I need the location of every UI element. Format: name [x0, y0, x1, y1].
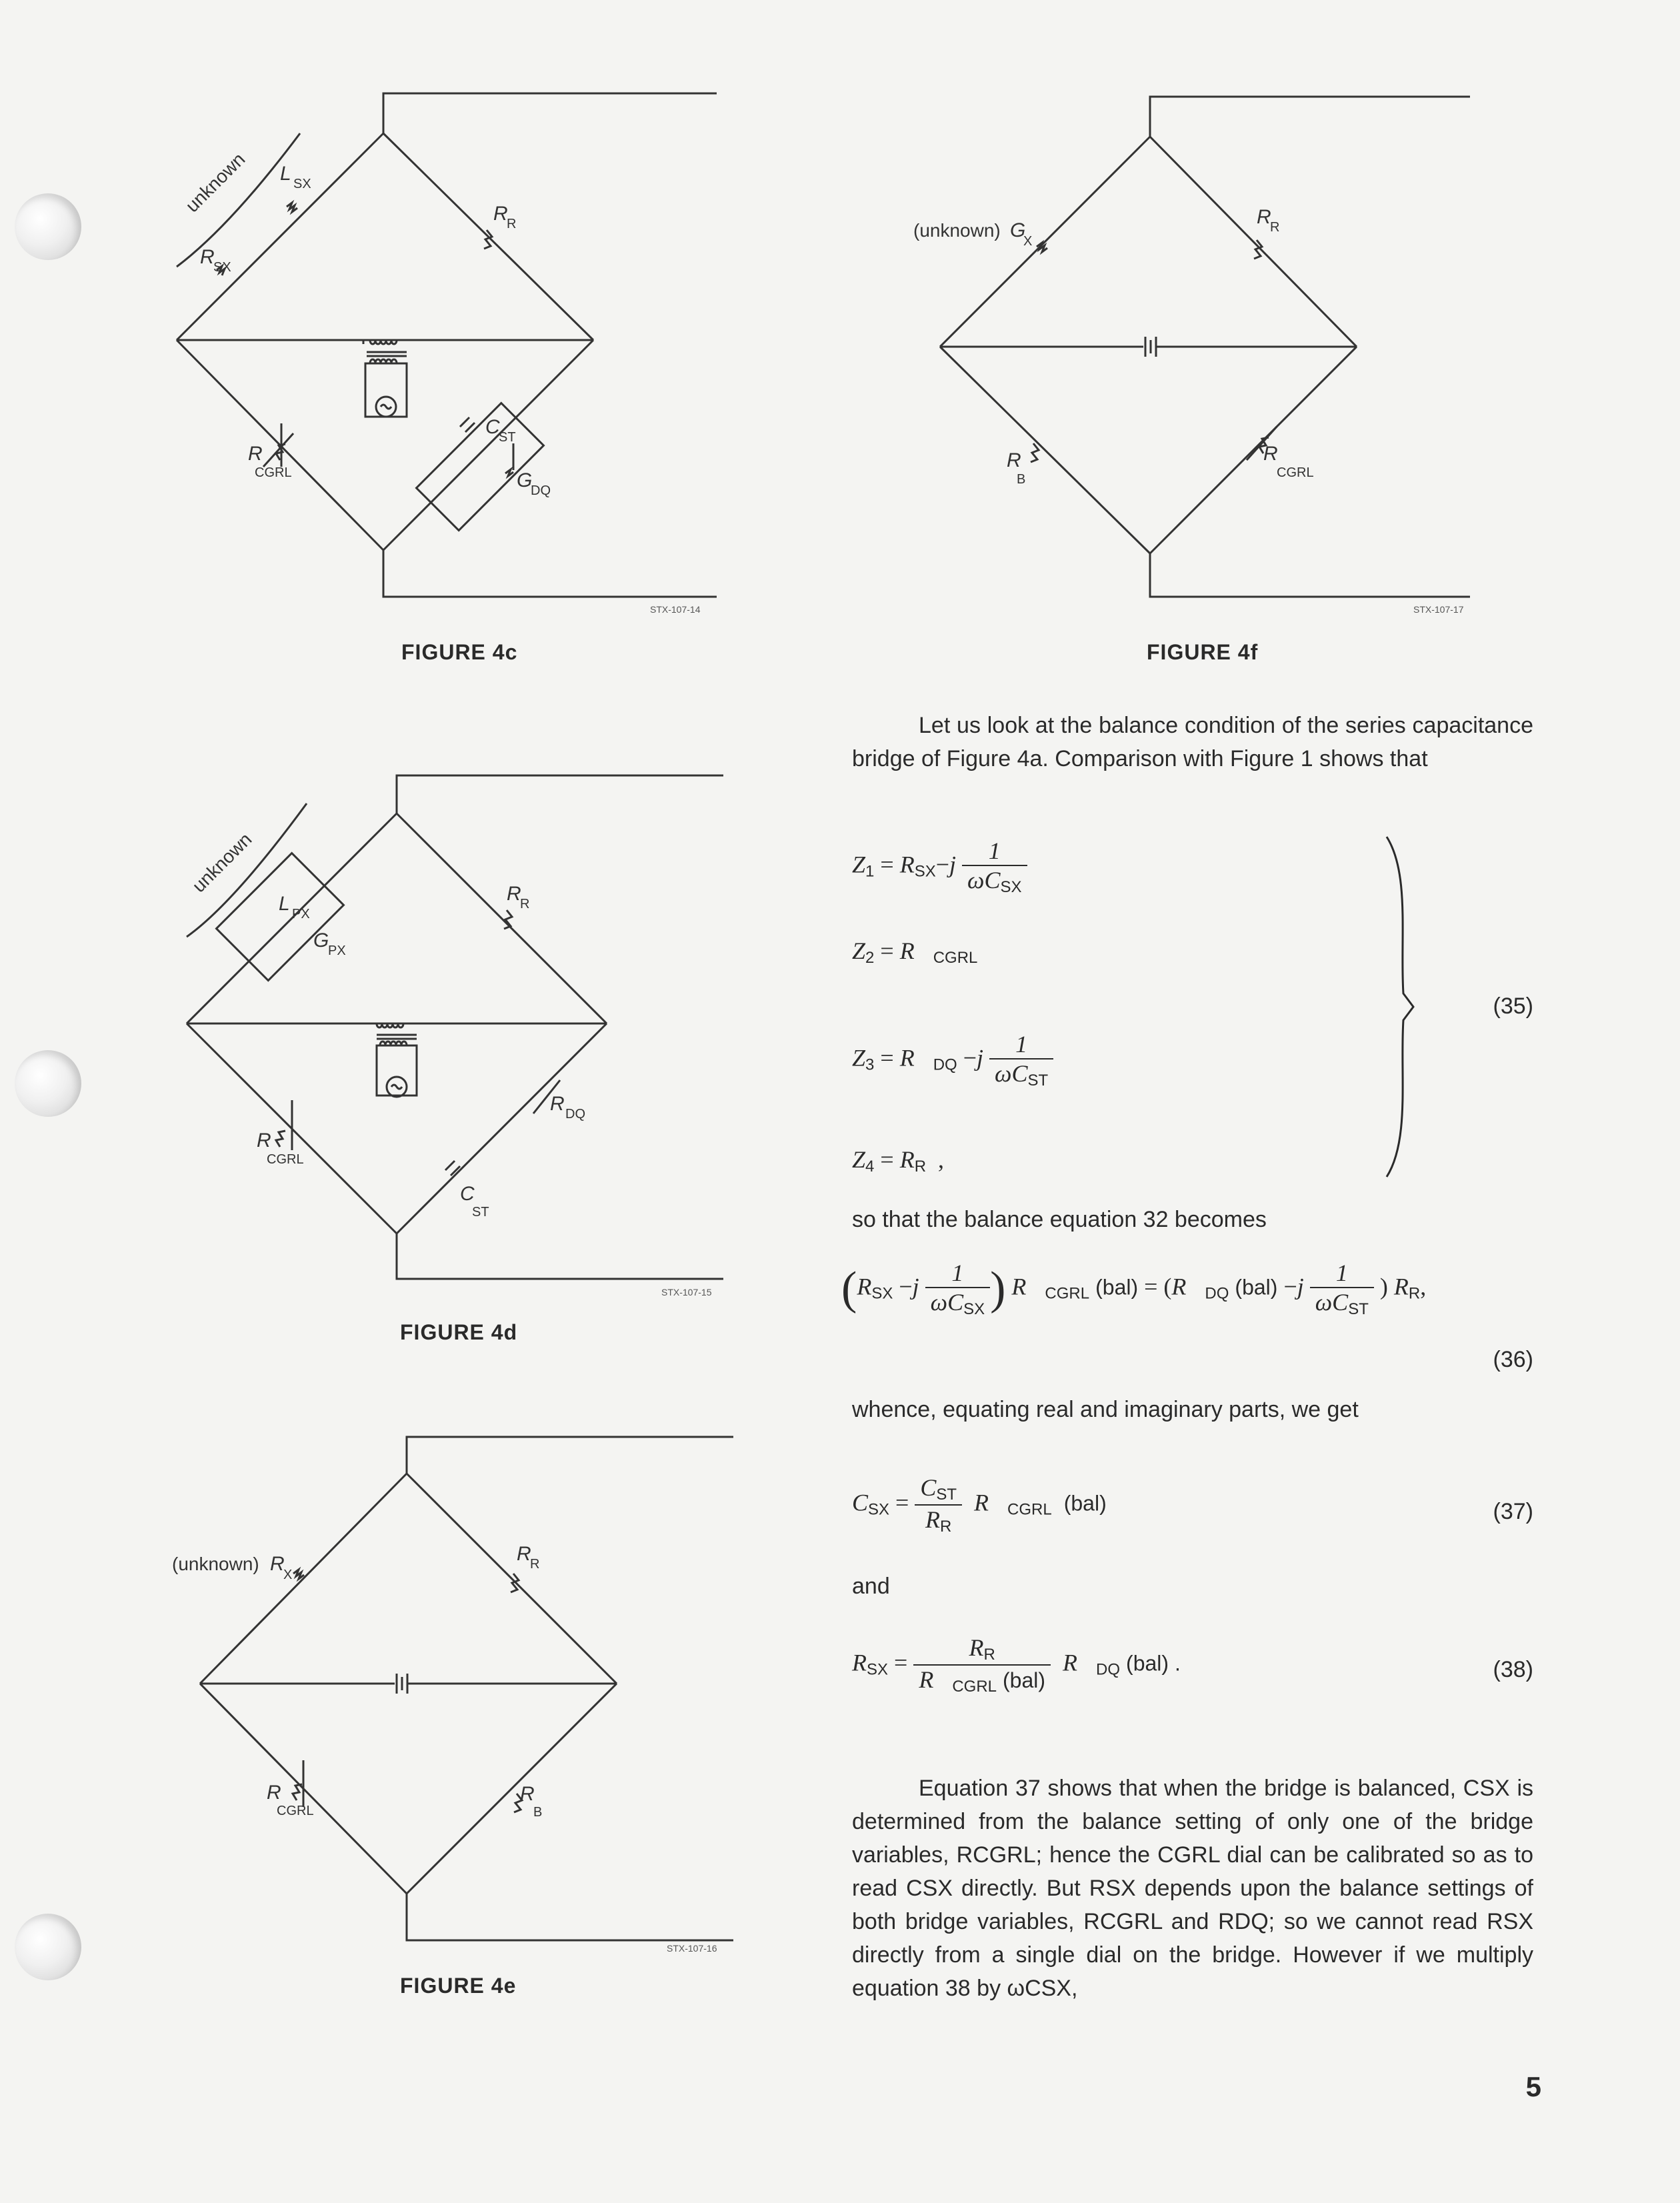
eq-z2: $Z_2$ = $R⃗_{CGRL}$ — [852, 937, 978, 967]
svg-text:X: X — [1023, 234, 1033, 249]
eq-z3: $Z_3$ = $R⃗_{DQ} -j$ $\frac{1}{\omega C_{ST}}$ — [852, 1030, 1053, 1090]
svg-text:R: R — [507, 883, 521, 905]
svg-text:ST: ST — [472, 1205, 489, 1220]
figure-4d — [0, 667, 767, 1367]
eq-z4: $Z_4 = R_R$ , — [852, 1146, 945, 1176]
svg-text:G: G — [313, 929, 329, 951]
figure-4c — [0, 0, 767, 667]
svg-text:R: R — [520, 1783, 535, 1805]
eq36-number: (36) — [1493, 1347, 1533, 1372]
fig4d-caption: FIGURE 4d — [400, 1320, 518, 1344]
svg-text:G: G — [517, 469, 533, 491]
whence-text: whence, equating real and imaginary parts, we get — [852, 1397, 1359, 1422]
svg-text:CGRL: CGRL — [277, 1804, 314, 1818]
svg-text:DQ: DQ — [531, 483, 551, 498]
svg-text:R: R — [200, 246, 215, 268]
eq35-number: (35) — [1493, 993, 1533, 1019]
fig4e-unknown-label: (unknown) — [172, 1554, 259, 1574]
svg-text:R: R — [1263, 443, 1278, 465]
fig4f-code: STX-107-17 — [1413, 604, 1464, 615]
fig4d-code: STX-107-15 — [661, 1287, 712, 1298]
svg-text:L: L — [280, 163, 291, 185]
and-text: and — [852, 1574, 890, 1599]
svg-text:DQ: DQ — [565, 1107, 585, 1122]
eq38-number: (38) — [1493, 1657, 1533, 1682]
svg-text:R: R — [530, 1557, 540, 1572]
svg-text:X: X — [283, 1568, 293, 1582]
svg-text:SX: SX — [213, 260, 231, 275]
svg-text:CGRL: CGRL — [267, 1152, 304, 1167]
svg-text:R: R — [257, 1130, 271, 1152]
svg-text:R: R — [1007, 449, 1021, 471]
svg-text:R: R — [248, 443, 263, 465]
svg-text:R: R — [493, 203, 508, 225]
so-that-text: so that the balance equation 32 becomes — [852, 1207, 1267, 1232]
svg-text:CGRL: CGRL — [1277, 465, 1314, 480]
fig4d-unknown-label: unknown — [188, 829, 256, 897]
fig4e-code: STX-107-16 — [667, 1943, 717, 1954]
svg-text:R: R — [1270, 220, 1280, 235]
svg-text:G: G — [1010, 219, 1026, 241]
svg-text:R: R — [507, 217, 517, 231]
svg-text:L: L — [279, 893, 290, 915]
fig4c-unknown-label: unknown — [181, 149, 249, 217]
svg-text:B: B — [1017, 472, 1026, 487]
fig4c-caption: FIGURE 4c — [401, 640, 518, 664]
figure-4e — [0, 1400, 767, 2034]
intro-paragraph: Let us look at the balance condition of the series capacitance bridge of Figure 4a. Comparison with Figure 1 shows that — [852, 713, 1533, 771]
svg-text:R: R — [550, 1093, 565, 1115]
eq-z1: $Z_1 = R_{SX}-j$ $\frac{1}{\omega C_{SX}}$ — [852, 837, 1027, 897]
eq36: ($R_{SX} -j$ $\frac{1}{\omega C_{SX}}$ ) $R⃗_{CGRL}$ $(bal) = (R⃗_{DQ}$ (bal) −j $\frac{1}{\omega C_{ST}}$ ) $R_R$, — [841, 1260, 1427, 1318]
svg-text:R: R — [267, 1782, 281, 1804]
page-number: 5 — [1525, 2071, 1541, 2102]
svg-text:ST: ST — [499, 430, 516, 445]
svg-text:R: R — [270, 1553, 285, 1575]
svg-text:R: R — [1257, 206, 1271, 228]
figure-4f — [867, 0, 1533, 667]
equation-brace — [1383, 833, 1417, 1180]
svg-text:C: C — [485, 416, 500, 438]
svg-text:PX: PX — [292, 907, 310, 921]
svg-text:R: R — [517, 1543, 531, 1565]
fig4f-unknown-label: (unknown) — [913, 220, 1001, 241]
svg-text:PX: PX — [328, 943, 346, 958]
conclusion-paragraph: Equation 37 shows that when the bridge is balanced, CSX is determined from the balance setting of only one of the bridge variables, RCGRL; hence the CGRL dial can be calibrated so as to read CSX directly. But RSX depends upon the balance settings of both bridge variables, RCGRL and RDQ; so we cannot read RSX directly from a single dial on the bridge. However if we multiply equation 38 by ωCSX, — [852, 1776, 1533, 2001]
fig4e-caption: FIGURE 4e — [400, 1974, 517, 1998]
eq37-number: (37) — [1493, 1499, 1533, 1524]
eq38: $R_{SX}$ = $\frac{R_R}{R⃗_{CGRL} (bal)}$ $R⃗_{DQ}$ (bal) . — [852, 1634, 1181, 1696]
svg-text:SX: SX — [293, 177, 311, 191]
fig4f-caption: FIGURE 4f — [1147, 640, 1259, 664]
svg-text:B: B — [533, 1805, 543, 1820]
svg-text:R: R — [520, 897, 530, 911]
fig4c-code: STX-107-14 — [650, 604, 701, 615]
svg-text:C: C — [460, 1183, 475, 1205]
svg-text:CGRL: CGRL — [255, 465, 292, 480]
eq37: $C_{SX}$ = $\frac{C_{ST}}{R_R}$ $R⃗_{CGRL}$ (bal) — [852, 1474, 1107, 1536]
